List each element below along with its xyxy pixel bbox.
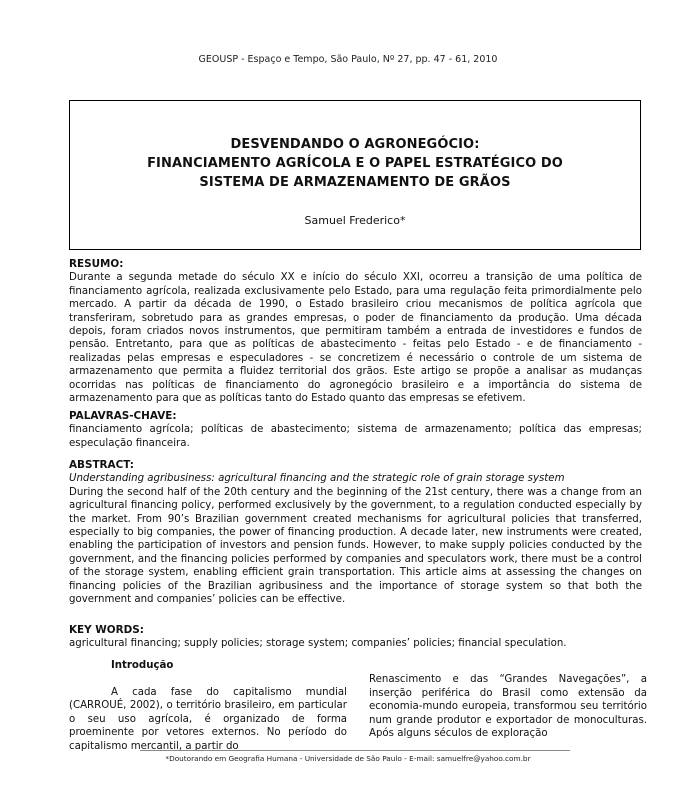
- body-column-right: [369, 673, 647, 741]
- keywords-section: [69, 624, 642, 651]
- keywords-heading: KEY WORDS:: [69, 624, 144, 636]
- abstract-text: During the second half of the 20th century and the beginning of the 21st century, there was a change from an agricultural financing policy, performed exclusively by the government, to a regulation conducted especially by the market. From 90’s Brazilian government created mechanisms for agricultural policies that transferred, especially to big companies, the power of financing production. A decade later, new instruments were created, enabling the participation of investors and pension funds. However, to make supply policies conducted by the government, and the financing policies performed by companies and speculators work, there must be a control of the storage system, enabling efficient grain transportation. This article aims at assessing the changes on financing policies of the Brazilian agribusiness and the importance of storage system so that both the government and companies’ policies can be effective.: [69, 486, 642, 606]
- running-header: GEOUSP - Espaço e Tempo, São Paulo, Nº 27, pp. 47 - 61, 2010: [198, 54, 498, 65]
- title-line-2: FINANCIAMENTO AGRÍCOLA E O PAPEL ESTRATÉGICO DO: [147, 156, 563, 171]
- author-name: Samuel Frederico*: [304, 214, 406, 227]
- abstract-heading: ABSTRACT:: [69, 459, 134, 471]
- section-heading-introducao: Introdução: [111, 660, 174, 671]
- palavras-chave-heading: PALAVRAS-CHAVE:: [69, 410, 177, 422]
- palavras-chave-text: financiamento agrícola; políticas de abastecimento; sistema de armazenamento; política das empresas; especulação financeira.: [69, 424, 642, 449]
- palavras-chave-section: [69, 410, 642, 450]
- title-line-1: DESVENDANDO O AGRONEGÓCIO:: [230, 137, 480, 152]
- abstract-subtitle: Understanding agribusiness: agricultural financing and the strategic role of grain storage system: [69, 473, 565, 485]
- abstract-section: [69, 459, 642, 606]
- footnote: *Doutorando em Geografia Humana - Universidade de São Paulo - E-mail: samuelfre@yahoo.com.br: [165, 754, 531, 763]
- body-column-left: [69, 659, 347, 754]
- footnote-divider: [140, 750, 570, 751]
- resumo-text: Durante a segunda metade do século XX e início do século XXI, ocorreu a transição de uma política de financiamento agrícola, realizada exclusivamente pelo Estado, para uma regulação feita primordialmente pelo mercado. A partir da década de 1990, o Estado brasileiro criou mecanismos de política agrícola que transferiram, sobretudo para as grandes empresas, o poder de financiamento da produção. Uma década depois, foram criados novos instrumentos, que permitiram também a entrada de investidores e fundos de pensão. Entretanto, para que as políticas de abastecimento - feitas pelo Estado - e de financiamento - realizadas pelas empresas e especuladores - se concretizem é necessário o controle de um sistema de armazenamento que permita a fluidez territorial dos grãos. Este artigo se propõe a analisar as mudanças ocorridas nas políticas de financiamento do agronegócio brasileiro e a importância do sistema de armazenamento para que as políticas tanto do Estado quanto das empresas se efetivem.: [69, 272, 642, 405]
- keywords-text: agricultural financing; supply policies; storage system; companies’ policies; financial speculation.: [69, 638, 567, 650]
- resumo-heading: RESUMO:: [69, 258, 124, 270]
- resumo-section: [69, 258, 642, 405]
- body-paragraph-right: Renascimento e das “Grandes Navegações”, a inserção periférica do Brasil como extensão da economia-mundo europeia, transformou seu território num grande produtor e exportador de monoculturas. Após alguns séculos de exploração: [369, 674, 647, 740]
- title-line-3: SISTEMA DE ARMAZENAMENTO DE GRÃOS: [199, 175, 511, 190]
- title-box: [69, 100, 641, 250]
- article-title: [70, 135, 640, 192]
- body-paragraph-left: A cada fase do capitalismo mundial (CARROUÉ, 2002), o território brasileiro, em particular o seu uso agrícola, é organizado de forma proeminente por vetores externos. No período do capitalismo mercantil, a partir do: [69, 686, 347, 752]
